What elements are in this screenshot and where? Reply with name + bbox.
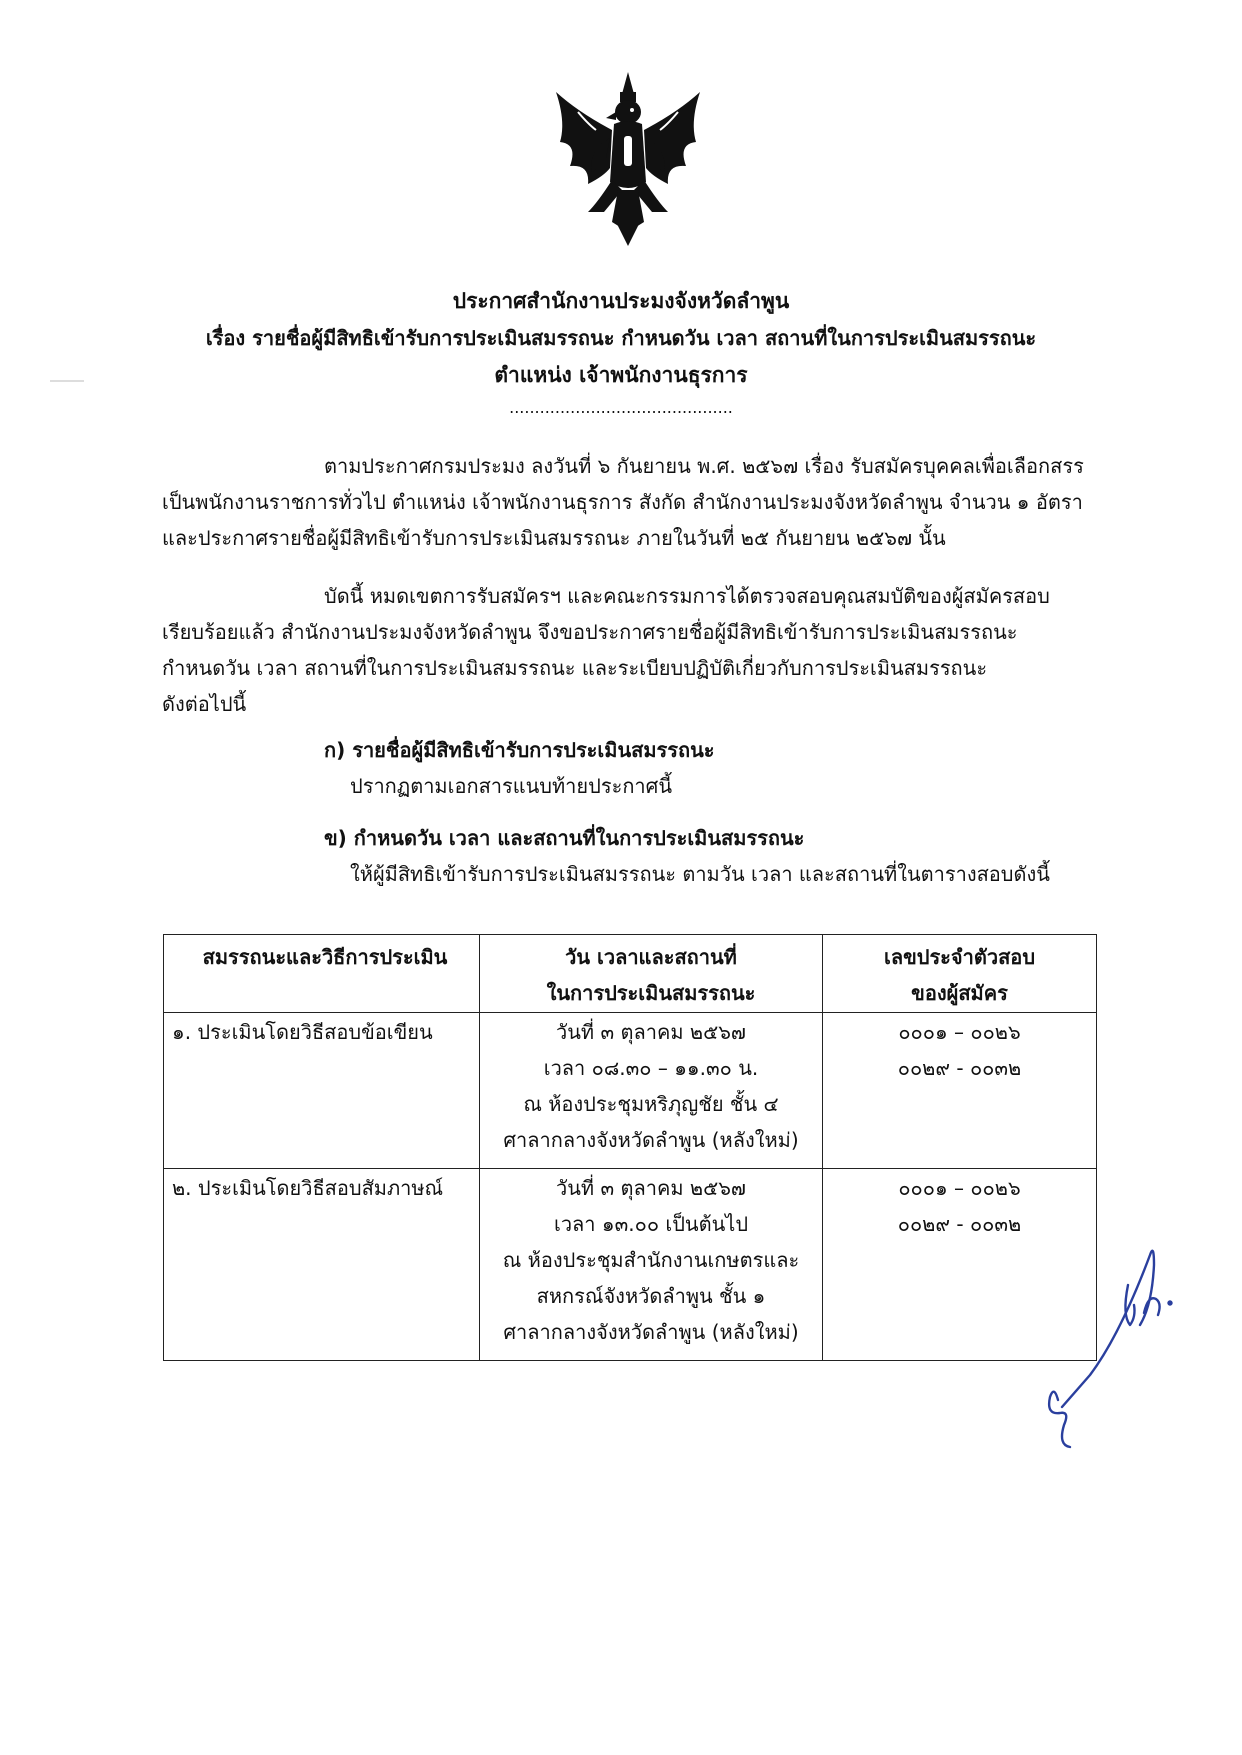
title-separator: ............................................: [509, 398, 733, 417]
title-line-3: ตำแหน่ง เจ้าพนักงานธุรการ: [494, 363, 748, 387]
row-2-detail: ศาลากลางจังหวัดลำพูน (หลังใหม่): [503, 1320, 799, 1344]
table-header-row: [164, 935, 1097, 1013]
paragraph-2-line-4: ดังต่อไปนี้: [162, 692, 247, 716]
row-2-details: [480, 1169, 823, 1361]
header-method: สมรรถนะและวิธีการประเมิน: [164, 935, 480, 1013]
header-exam-id-line-1: เลขประจำตัวสอบ: [883, 945, 1036, 969]
row-2-detail: เวลา ๑๓.๐๐ เป็นต้นไป: [553, 1212, 749, 1236]
row-1-id-range: ๐๐๐๑ – ๐๐๒๖: [898, 1020, 1021, 1044]
header-datetime-line-2: ในการประเมินสมรรถนะ: [546, 981, 756, 1005]
paragraph-1: [162, 448, 1122, 556]
row-1-detail: วันที่ ๓ ตุลาคม ๒๕๖๗: [556, 1020, 746, 1044]
row-1-detail: ศาลากลางจังหวัดลำพูน (หลังใหม่): [503, 1128, 799, 1152]
paragraph-1-line-2: เป็นพนักงานราชการทั่วไป ตำแหน่ง เจ้าพนักงานธุรการ สังกัด สำนักงานประมงจังหวัดลำพูน จำนวน ๑ อัตรา: [162, 490, 1083, 514]
header-exam-id: [823, 935, 1097, 1013]
row-2-id-range: ๐๐๐๑ – ๐๐๒๖: [898, 1176, 1021, 1200]
row-1-detail: เวลา ๐๘.๓๐ – ๑๑.๓๐ น.: [543, 1056, 759, 1080]
row-1-detail: ณ ห้องประชุมหริภุญชัย ชั้น ๔: [523, 1092, 779, 1116]
paragraph-1-line-3: และประกาศรายชื่อผู้มีสิทธิเข้ารับการประเมินสมรรถนะ ภายในวันที่ ๒๕ กันยายน ๒๕๖๗ นั้น: [162, 526, 946, 550]
header-datetime-line-1: วัน เวลาและสถานที่: [565, 945, 737, 969]
header-datetime-place: [480, 935, 823, 1013]
section-b-heading: ข) กำหนดวัน เวลา และสถานที่ในการประเมินสมรรถนะ: [324, 826, 805, 850]
row-2-id-range: ๐๐๒๙ - ๐๐๓๒: [897, 1212, 1022, 1236]
row-1-ids: [823, 1013, 1097, 1169]
row-2-method: ๒. ประเมินโดยวิธีสอบสัมภาษณ์: [164, 1169, 480, 1361]
table-row: [164, 1013, 1097, 1169]
paragraph-2-line-1: บัดนี้ หมดเขตการรับสมัครฯ และคณะกรรมการได้ตรวจสอบคุณสมบัติของผู้สมัครสอบ: [324, 584, 1050, 608]
section-a-heading: ก) รายชื่อผู้มีสิทธิเข้ารับการประเมินสมรรถนะ: [324, 738, 715, 762]
paragraph-1-line-1: ตามประกาศกรมประมง ลงวันที่ ๖ กันยายน พ.ศ. ๒๕๖๗ เรื่อง รับสมัครบุคคลเพื่อเลือกสรร: [324, 454, 1084, 478]
row-1-id-range: ๐๐๒๙ - ๐๐๓๒: [897, 1056, 1022, 1080]
row-2-detail: วันที่ ๓ ตุลาคม ๒๕๖๗: [556, 1176, 746, 1200]
paragraph-2: [162, 578, 1122, 722]
table-row: [164, 1169, 1097, 1361]
schedule-table: [163, 934, 1097, 1361]
section-b-body: ให้ผู้มีสิทธิเข้ารับการประเมินสมรรถนะ ตามวัน เวลา และสถานที่ในตารางสอบดังนี้: [350, 862, 1050, 886]
row-2-detail: ณ ห้องประชุมสำนักงานเกษตรและ: [502, 1248, 800, 1272]
header-exam-id-line-2: ของผู้สมัคร: [911, 981, 1008, 1005]
garuda-emblem-icon: [548, 72, 708, 246]
row-1-method: ๑. ประเมินโดยวิธีสอบข้อเขียน: [164, 1013, 480, 1169]
title-line-1: ประกาศสำนักงานประมงจังหวัดลำพูน: [452, 289, 790, 313]
title-line-2: เรื่อง รายชื่อผู้มีสิทธิเข้ารับการประเมินสมรรถนะ กำหนดวัน เวลา สถานที่ในการประเมินสมรรถนะ: [205, 326, 1037, 350]
paragraph-2-line-2: เรียบร้อยแล้ว สำนักงานประมงจังหวัดลำพูน จึงขอประกาศรายชื่อผู้มีสิทธิเข้ารับการประเมินสมรรถนะ: [162, 620, 1018, 644]
row-2-detail: สหกรณ์จังหวัดลำพูน ชั้น ๑: [536, 1284, 766, 1308]
paragraph-2-line-3: กำหนดวัน เวลา สถานที่ในการประเมินสมรรถนะ และระเบียบปฏิบัติเกี่ยวกับการประเมินสมรรถนะ: [162, 656, 988, 680]
section-a-body: ปรากฏตามเอกสารแนบท้ายประกาศนี้: [350, 774, 673, 798]
row-1-details: [480, 1013, 823, 1169]
handwritten-signature-icon: [1030, 1225, 1200, 1455]
